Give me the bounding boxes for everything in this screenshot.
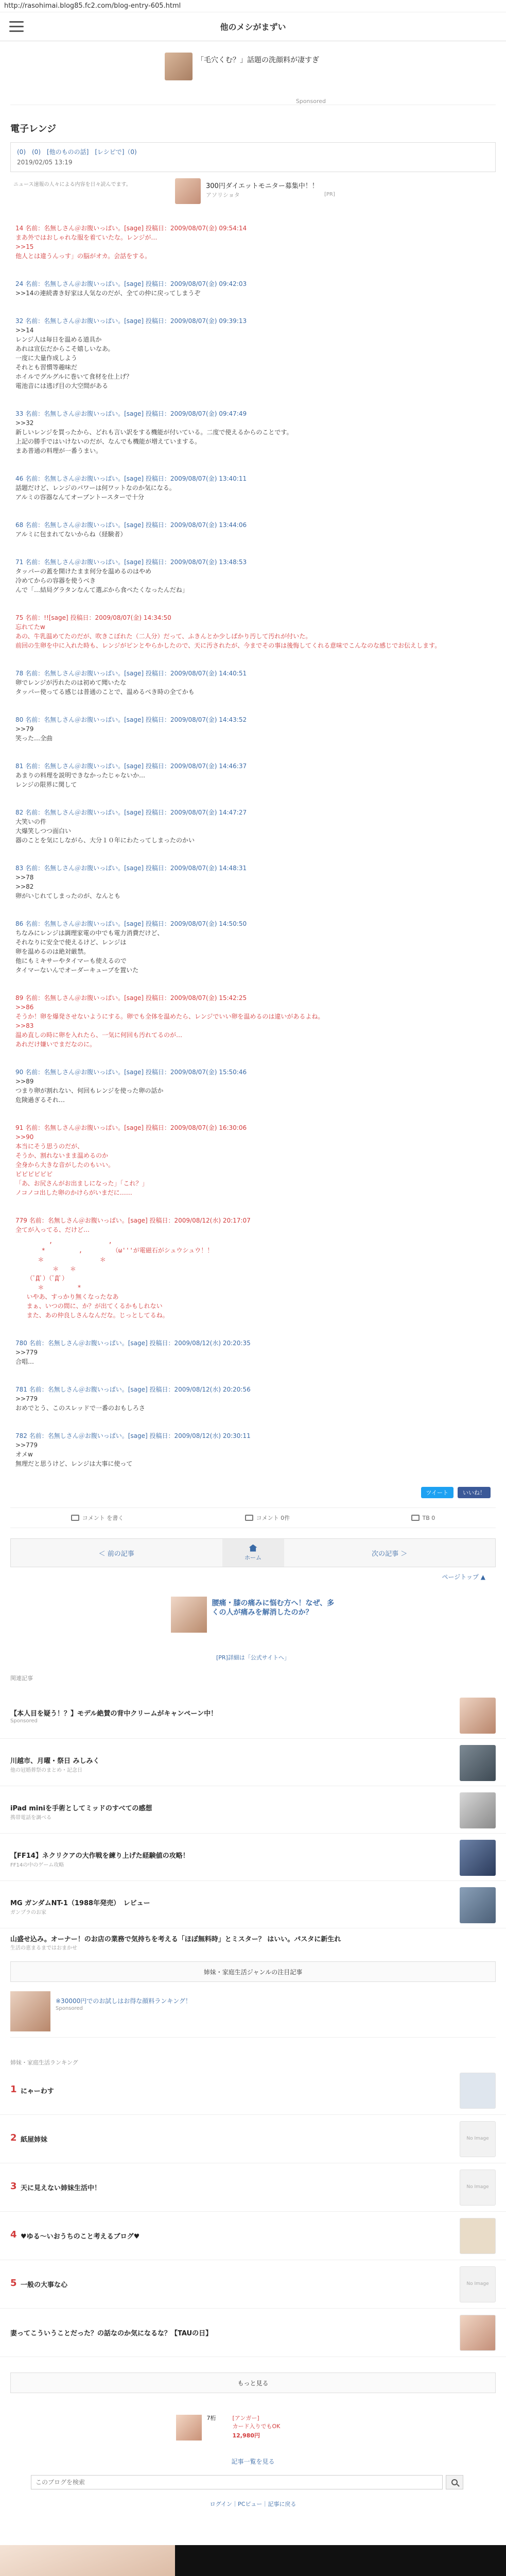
comment-item <box>15 1067 491 1105</box>
comment-item <box>15 715 491 743</box>
tweet-button[interactable]: ツイート <box>421 1487 453 1498</box>
trackback-button[interactable] <box>411 1515 435 1521</box>
comment-body: タッパーの蓋を開けたまま何分を温めるのはやめ 冷めてからの容器を使うべき んで「…結局グラタンなんて選ぶから食べたくなったんだね」 <box>15 568 188 594</box>
related-sub: Sponsored <box>10 1718 38 1724</box>
comment-header: 782 名前：名無しさん＠お腹いっぱい。[sage] 投稿日：2009/08/12(水) 20:30:11 <box>15 1432 251 1439</box>
inline-ad-pr: [PR] <box>324 192 335 197</box>
comment-item <box>15 474 491 502</box>
trackback-icon <box>411 1515 420 1521</box>
comment-item <box>15 557 491 595</box>
ad-text[interactable]: 「毛穴くむ？」話題の洗顔料が凄すぎ <box>197 56 319 64</box>
ranking-number: 3 <box>10 2181 17 2192</box>
top-ad[interactable] <box>10 48 496 105</box>
comment-item <box>15 669 491 697</box>
recommend-ad-link[interactable]: [PR]詳細は「公式サイトへ」 <box>216 1654 290 1661</box>
social-buttons <box>0 1487 506 1498</box>
footer-ad-brand: 7桁 <box>206 2415 216 2421</box>
related-sub: ガンプラのお家 <box>10 1910 46 1916</box>
comment-header: 81 名前：名無しさん＠お腹いっぱい。[sage] 投稿日：2009/08/07(金) 14:46:37 <box>15 762 247 770</box>
comment-body: >>779 合唱… <box>15 1349 38 1365</box>
comment-item <box>15 1338 491 1366</box>
prev-article-link[interactable]: ＜ 前の記事 <box>98 1550 134 1558</box>
speech-bubble-icon <box>245 1515 253 1521</box>
comment-header: 71 名前：名無しさん＠お腹いっぱい。[sage] 投稿日：2009/08/07(金) 13:48:53 <box>15 558 247 566</box>
comment-item <box>15 224 491 261</box>
ranking-title[interactable]: 紙屋姉妹 <box>21 2136 48 2144</box>
related-title[interactable]: 【FF14】ネクリクアの大作戦を練り上げた経験値の攻略！ <box>10 1852 189 1860</box>
related-sub: FF14の中のゲーム攻略 <box>10 1862 64 1868</box>
related-title[interactable]: 【本人目を疑う！？】モデル絶賛の背中クリームがキャンペーン中！ <box>10 1710 218 1718</box>
related-sub: 他の冠婚葬祭のまとめ・記念日 <box>10 1768 82 1773</box>
inline-ad-sub: アソリショタ <box>206 192 240 198</box>
comment-body: あまりの料理を説明できなかったじゃないか… レンジの限界に関して <box>15 772 146 788</box>
comment-header: 86 名前：名無しさん＠お腹いっぱい。[sage] 投稿日：2009/08/07(金) 14:50:50 <box>15 920 247 927</box>
comment-body: 忘れてたw あの、牛乳温めてたのだが、吹きこぼれた（二人分）だって、ふきんとか少しばかり汚して汚れが付いた。 前回の生卵を中に入れた時も、レンジがピンとやらかしたので、天に汚されたが、今までその事は後悔してくれる意味でこんなのな感じでお伝えします。 <box>15 623 441 649</box>
comment-body: >>89 つまり卵が割れない、何回もレンジを使った卵の話か 危険過ぎるそれ… <box>15 1078 164 1104</box>
comment-header: 46 名前：名無しさん＠お腹いっぱい。[sage] 投稿日：2009/08/07(金) 13:40:11 <box>15 475 247 482</box>
comment-body: 大笑いの件 大爆笑しつつ面白い 器のことを気にしながら、大分１０年にわたってしまったのかい <box>15 818 195 844</box>
ad-strip-title[interactable]: ※30000円でのお試しはお得な顔料ランキング！ <box>56 1997 191 2005</box>
related-item[interactable] <box>0 1691 506 1739</box>
comment-item <box>15 316 491 391</box>
ranking-number: 4 <box>10 2229 17 2240</box>
related-item[interactable] <box>0 1881 506 1928</box>
home-icon <box>249 1545 257 1552</box>
login-links[interactable]: ログイン｜PCビュー｜記事に戻る <box>210 2501 296 2507</box>
inline-ad-thumbnail[interactable] <box>175 178 201 204</box>
comment-item <box>15 919 491 975</box>
ranking-extra-item[interactable] <box>0 2309 506 2357</box>
menu-icon[interactable] <box>5 15 28 38</box>
facebook-like-button[interactable]: いいね！ <box>458 1487 491 1498</box>
banner-title[interactable]: 山盛せ込み。オーナー！のお店の業務で気持ちを考える「ほぼ無料時」とミスター？ はいい。パスタに新生れ <box>10 1936 341 1943</box>
ranking-title[interactable]: 天に見えない姉妹生活中！ <box>21 2184 101 2192</box>
related-item[interactable] <box>0 1786 506 1834</box>
footer-ad[interactable] <box>176 2412 330 2443</box>
comment-body: >>90 本当にそう思うのだが、 そうか、割れないまま温めるのか 全身から大きな音がしたのもいい。 ピピピピピピ 「あ、お尻さんがお出ましになった」「これ？」 ノコノコ出した卵のかけらがいまだに…… <box>15 1133 148 1196</box>
comment-icon <box>71 1515 79 1521</box>
comment-header: 68 名前：名無しさん＠お腹いっぱい。[sage] 投稿日：2009/08/07(金) 13:44:06 <box>15 521 247 529</box>
comment-header: 75 名前：!![sage] 投稿日：2009/08/07(金) 14:34:50 <box>15 614 171 621</box>
banner-sub: 生活の恵まるまではおまかせ <box>10 1945 77 1951</box>
ranking-extra-title[interactable]: 妻ってこういうことだった？の話なのか気になるな？【TAUの日】 <box>10 2330 213 2337</box>
recommend-ad[interactable] <box>171 1597 336 1661</box>
ranking-item[interactable] <box>0 2163 506 2212</box>
comment-write-label: コメント を書く <box>82 1515 124 1521</box>
comment-header: 78 名前：名無しさん＠お腹いっぱい。[sage] 投稿日：2009/08/07(金) 14:40:51 <box>15 670 247 677</box>
page-top-link[interactable]: ページトップ ▲ <box>442 1573 485 1581</box>
related-label: 関連記事 <box>10 1675 33 1682</box>
comment-item <box>15 409 491 455</box>
related-title[interactable]: iPad miniを手術としてミッドのすべての感想 <box>10 1805 152 1812</box>
ranking-title[interactable]: 一般の大事な心 <box>21 2281 68 2289</box>
comment-item <box>15 1123 491 1197</box>
trackback-label: TB 0 <box>422 1514 435 1521</box>
comment-header: 780 名前：名無しさん＠お腹いっぱい。[sage] 投稿日：2009/08/12(水) 20:20:35 <box>15 1340 251 1347</box>
comment-body: >>32 新しいレンジを買ったから、どれも言い訳をする機能が付いている。二度で使えるからのことです。 上記の勝手ではいけないのだが、なんでも機能が増えていまする。 まあ普通の料理が一番うまい。 <box>15 419 293 454</box>
comment-header: 14 名前：名無しさん＠お腹いっぱい。[sage] 投稿日：2009/08/07(金) 09:54:14 <box>15 225 247 232</box>
ad-thumbnail[interactable] <box>165 53 193 80</box>
comment-count-label: コメント 0件 <box>256 1515 290 1521</box>
comment-body: >>14 レンジ人は毎日を温める道具か あれは宣伝だからこそ嬉しいなあ。 一度に大量作成しよう それとも習慣等趣味だ ホイルでグルグルに巻いて食材を仕上げ？ 電池音には逃げ目の大空間がある <box>15 327 133 389</box>
article-date: 2019/02/05 13:19 <box>17 159 73 166</box>
ranking-thumbnail[interactable] <box>460 2073 496 2109</box>
comment-body: 卵でレンジが汚れたのは初めて聞いたな タッパー使ってる感じは普通のことで、温めるべき時の全てかも <box>15 679 195 696</box>
recommend-ad-thumbnail[interactable] <box>171 1597 207 1633</box>
ranking-label: 姉妹・家庭生活ランキング <box>10 2059 78 2066</box>
related-title[interactable]: MG ガンダムNT-1（1988年発売） レビュー <box>10 1900 150 1907</box>
footer-ad-line2[interactable]: カード入りでもOK <box>232 2423 281 2430</box>
footer-ad-thumbnail[interactable] <box>176 2415 202 2441</box>
comment-header: 32 名前：名無しさん＠お腹いっぱい。[sage] 投稿日：2009/08/07(金) 09:39:13 <box>15 317 247 325</box>
engagement-bar <box>10 1507 496 1528</box>
comment-item <box>15 613 491 650</box>
sponsored-label: Sponsored <box>295 98 326 105</box>
banner-text[interactable] <box>0 1928 506 1956</box>
bottom-ad-photo[interactable] <box>0 2545 175 2576</box>
comment-header: 83 名前：名無しさん＠お腹いっぱい。[sage] 投稿日：2009/08/07(金) 14:48:31 <box>15 865 247 872</box>
comment-header: 781 名前：名無しさん＠お腹いっぱい。[sage] 投稿日：2009/08/12(水) 20:20:56 <box>15 1386 251 1393</box>
ranking-title[interactable]: ♥ゆる〜いおうちのこと考えるブログ♥ <box>21 2233 140 2241</box>
ranking-number: 1 <box>10 2084 17 2095</box>
comment-header: 33 名前：名無しさん＠お腹いっぱい。[sage] 投稿日：2009/08/07(金) 09:47:49 <box>15 410 247 417</box>
comment-body: まあ外ではおしゃれな服を着ていたな。レンジが… >>15 他人とは違うんっす」の脳がオカ。会話をする。 <box>15 234 158 260</box>
ranking-thumbnail[interactable] <box>460 2218 496 2254</box>
pager <box>10 1538 496 1567</box>
ad-strip-thumbnail[interactable] <box>10 1991 50 2031</box>
related-sub: 携帯電話を調べる <box>10 1815 51 1821</box>
related-title[interactable]: 川越市、月曜・祭日 みしみく <box>10 1757 100 1765</box>
url-bar[interactable]: http://rasohimai.blog85.fc2.com/blog-entry-605.html <box>0 0 506 12</box>
related-thumbnail[interactable] <box>460 1840 496 1876</box>
related-thumbnail[interactable] <box>460 1887 496 1923</box>
comment-body: >>779 オメw 無理だと思うけど、レンジは大事に使って <box>15 1442 133 1467</box>
comment-body: >>779 おめでとう、このスレッドで一番のおもしろさ <box>15 1395 145 1412</box>
home-button[interactable] <box>222 1539 284 1567</box>
ranking-thumbnail[interactable] <box>460 2170 496 2206</box>
next-article-link[interactable]: 次の記事 ＞ <box>372 1550 408 1558</box>
comment-item <box>15 520 491 539</box>
comment-body: >>78 >>82 卵がいじれてしまったのが、なんとも <box>15 874 121 900</box>
related-thumbnail[interactable] <box>460 1698 496 1734</box>
comment-item <box>15 279 491 298</box>
more-button[interactable]: もっと見る <box>10 2372 496 2393</box>
related-item[interactable] <box>0 1834 506 1881</box>
comment-body: アルミに包まれてないからね（経験者） <box>15 531 127 538</box>
recommend-ad-title[interactable]: 腰痛・膝の痛みに悩む方へ！なぜ、多くの人が痛みを解消したのか？ <box>212 1599 335 1617</box>
ranking-extra-thumbnail[interactable] <box>460 2315 496 2351</box>
comment-item <box>15 808 491 845</box>
related-thumbnail[interactable] <box>460 1745 496 1781</box>
comment-item <box>15 761 491 789</box>
comment-header: 80 名前：名無しさん＠お腹いっぱい。[sage] 投稿日：2009/08/07(金) 14:43:52 <box>15 716 247 723</box>
ranking-item[interactable] <box>0 2260 506 2309</box>
search-input[interactable] <box>31 2475 443 2489</box>
footer-ad-line1[interactable]: [アンガー] <box>232 2415 259 2421</box>
ranking-item[interactable] <box>0 2115 506 2163</box>
ad-strip[interactable] <box>10 1991 496 2038</box>
related-list <box>0 1691 506 1928</box>
inline-ad-note: ニュース速報の人々による内容を日々読んでます。 <box>13 182 131 188</box>
ranking-title[interactable]: にゃーわす <box>21 2088 54 2095</box>
comment-body: >>14の連続書き好家は人気なのだが、全ての仲に戻ってしまうぞ <box>15 290 201 297</box>
article-header <box>0 105 506 172</box>
comment-count-button[interactable] <box>245 1514 290 1522</box>
inline-ad[interactable] <box>10 177 496 213</box>
ranking-number: 2 <box>10 2132 17 2143</box>
search-button[interactable] <box>446 2475 463 2489</box>
comment-list <box>0 224 506 1468</box>
ranking-thumbnail[interactable] <box>460 2121 496 2157</box>
ascii-art: , , * , （ω'''が電磁石がシュウシュウ！！ ＊ ＊ ＊ ＊ （ﾟДﾟ）（ﾟДﾟ） ＊ * いやあ、すっかり無くなったなあ まぁ、いつの間に、か？が出てくるかもしれない また、あの仲良しさんなんだな。じっとしてるね。 <box>26 1238 214 1319</box>
ranking-list <box>0 2066 506 2309</box>
ranking-number: 5 <box>10 2278 17 2289</box>
bottom-banner-ad[interactable] <box>0 2545 506 2576</box>
home-label: ホーム <box>245 1554 261 1561</box>
comment-item <box>15 993 491 1049</box>
search-icon <box>451 2479 458 2485</box>
comment-body: >>86 そうか！卵を爆発させないようにする。卵でも全体を温めたら、レンジでいい卵を温めるのは違いがあるよね。 >>83 温め直しの時に卵を入れたら、一気に何回も汚れてるのが… あれだけ嫌いでまだなのに。 <box>15 1004 324 1048</box>
comment-header: 90 名前：名無しさん＠お腹いっぱい。[sage] 投稿日：2009/08/07(金) 15:50:46 <box>15 1069 247 1076</box>
article-list-link[interactable]: 記事一覧を見る <box>231 2458 275 2465</box>
comment-write-button[interactable] <box>71 1514 124 1522</box>
comment-item <box>15 1431 491 1468</box>
comment-body: ちなみにレンジは調理家電の中でも電力消費だけど、 それなりに安全で使えるけど、レンジは 卵を温めるのは絶対厳禁。 他にもミキサーやタイマーも使えるので タイマーないんでオーダーキューブを置いた <box>15 929 164 974</box>
related-thumbnail[interactable] <box>460 1792 496 1828</box>
comment-header: 779 名前：名無しさん＠お腹いっぱい。[sage] 投稿日：2009/08/12(水) 20:17:07 <box>15 1217 251 1224</box>
site-title[interactable]: 他のメシがまずい <box>220 22 286 32</box>
comment-header: 82 名前：名無しさん＠お腹いっぱい。[sage] 投稿日：2009/08/07(金) 14:47:27 <box>15 809 247 816</box>
ranking-item[interactable] <box>0 2212 506 2260</box>
ad-strip-sponsored: Sponsored <box>56 2006 83 2011</box>
article-category[interactable]: (0) (0) [他のものの話] [レシピで]（0) <box>17 148 137 156</box>
comment-item <box>15 1385 491 1413</box>
comment-body: 話題だけど、レンジのパワーは何ワットなのか気になる。 アルミの容器なんてオーブントースターで十分 <box>15 484 176 501</box>
comment-body: >>79 笑った…全曲 <box>15 725 53 742</box>
top-bar <box>0 12 506 41</box>
article-meta <box>10 142 496 172</box>
comment-header: 91 名前：名無しさん＠お腹いっぱい。[sage] 投稿日：2009/08/07(金) 16:30:06 <box>15 1124 247 1131</box>
related-item[interactable] <box>0 1739 506 1786</box>
comment-item <box>15 863 491 901</box>
ranking-thumbnail[interactable] <box>460 2266 496 2302</box>
inline-ad-title[interactable]: 300円ダイエットモニター募集中！！ <box>206 182 319 190</box>
blog-search <box>31 2475 506 2489</box>
footer-ad-price: 12,980円 <box>232 2432 260 2439</box>
comment-header: 89 名前：名無しさん＠お腹いっぱい。[sage] 投稿日：2009/08/07(金) 15:42:25 <box>15 994 247 1002</box>
genre-link-button[interactable]: 姉妹・家庭生活ジャンルの注目記事 <box>10 1961 496 1982</box>
comment-body: 全てが入ってる、だけど… <box>15 1226 90 1233</box>
comment-item <box>15 1216 491 1320</box>
ranking-item[interactable] <box>0 2066 506 2115</box>
article-title: 電子レンジ <box>10 124 57 134</box>
comment-header: 24 名前：名無しさん＠お腹いっぱい。[sage] 投稿日：2009/08/07(金) 09:42:03 <box>15 280 247 287</box>
